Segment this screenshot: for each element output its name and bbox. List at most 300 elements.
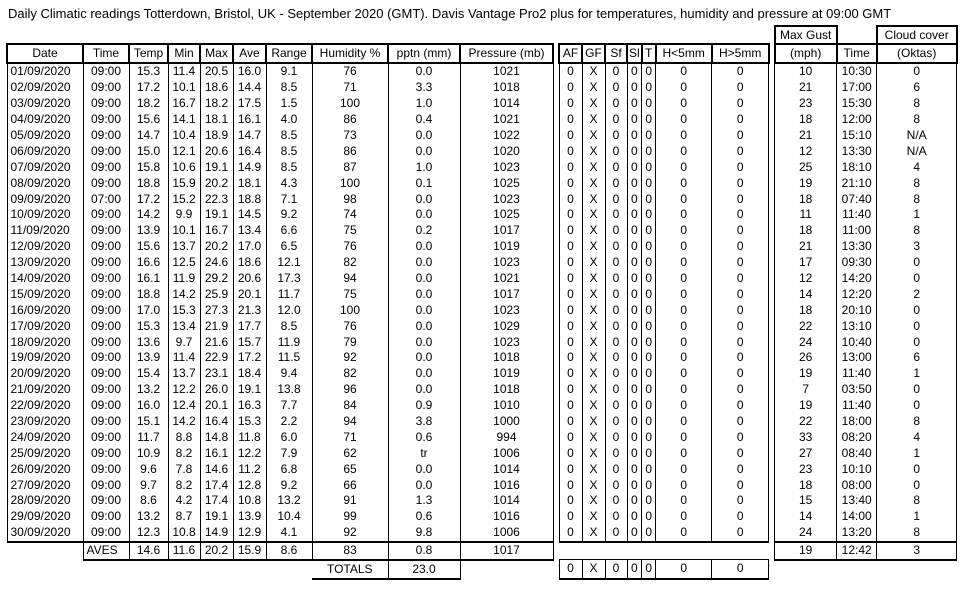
cell-time: 09:00	[83, 63, 129, 80]
cell-temp: 16.0	[129, 398, 168, 414]
cell-max: 22.9	[200, 350, 233, 366]
cell-cloud-oktas: 4	[877, 429, 957, 445]
cell-temp: 13.2	[129, 382, 168, 398]
table-row	[7, 429, 957, 445]
cell-t: 0	[642, 493, 656, 509]
cell-cloud-oktas: 0	[877, 255, 957, 271]
cell-sf: 0	[605, 175, 627, 191]
cell-gust-mph: 18	[775, 477, 837, 493]
cell-t: 0	[642, 429, 656, 445]
cell-h-lt5mm: 0	[656, 509, 712, 525]
cell-t: 0	[642, 461, 656, 477]
cell-max: 14.6	[200, 461, 233, 477]
aves-cloud: 3	[877, 542, 957, 560]
cell-time: 09:00	[83, 271, 129, 287]
cell-temp: 14.7	[129, 128, 168, 144]
cell-sl: 0	[627, 239, 642, 255]
cell-temp: 11.7	[129, 429, 168, 445]
cell-pptn: 0.4	[388, 112, 460, 128]
cell-pressure: 1018	[460, 382, 553, 398]
cell-range: 7.1	[266, 191, 312, 207]
cell-t: 0	[642, 350, 656, 366]
header-af: AF	[559, 44, 582, 63]
cell-ave: 14.5	[233, 207, 266, 223]
cell-af: 0	[559, 509, 582, 525]
cell-max: 18.2	[200, 96, 233, 112]
cell-sl: 0	[627, 128, 642, 144]
cell-gf: X	[582, 445, 605, 461]
cell-date: 17/09/2020	[7, 318, 83, 334]
cell-ave: 16.0	[233, 63, 266, 80]
totals-row	[7, 560, 957, 579]
cell-gust-mph: 17	[775, 255, 837, 271]
table-row	[7, 286, 957, 302]
cell-gf: X	[582, 63, 605, 80]
cloud-cover-group-header: Cloud cover	[877, 26, 957, 44]
cell-ave: 18.8	[233, 191, 266, 207]
cell-max: 18.1	[200, 112, 233, 128]
cell-gust-mph: 21	[775, 239, 837, 255]
cell-pptn: 0.0	[388, 477, 460, 493]
cell-gf: X	[582, 112, 605, 128]
cell-sf: 0	[605, 80, 627, 96]
cell-gf: X	[582, 334, 605, 350]
cell-max: 21.9	[200, 318, 233, 334]
cell-gf: X	[582, 461, 605, 477]
cell-sf: 0	[605, 493, 627, 509]
cell-time: 09:00	[83, 159, 129, 175]
table-row	[7, 350, 957, 366]
cell-pressure: 1016	[460, 477, 553, 493]
cell-h-gt5mm: 0	[712, 366, 769, 382]
cell-max: 22.3	[200, 191, 233, 207]
totals-label: TOTALS	[312, 560, 388, 579]
cell-humidity: 94	[312, 414, 388, 430]
cell-range: 6.0	[266, 429, 312, 445]
cell-humidity: 98	[312, 191, 388, 207]
cell-t: 0	[642, 318, 656, 334]
cell-gust-mph: 19	[775, 398, 837, 414]
cell-max: 20.5	[200, 63, 233, 80]
cell-h-lt5mm: 0	[656, 414, 712, 430]
header-h-gt5mm: H>5mm	[712, 44, 769, 63]
cell-pressure: 1029	[460, 318, 553, 334]
cell-min: 8.2	[168, 477, 200, 493]
cell-ave: 13.9	[233, 509, 266, 525]
cell-h-lt5mm: 0	[656, 80, 712, 96]
cell-min: 12.1	[168, 143, 200, 159]
cell-sf: 0	[605, 128, 627, 144]
cell-min: 11.9	[168, 271, 200, 287]
totals-af: 0	[559, 560, 582, 579]
cell-t: 0	[642, 128, 656, 144]
cell-af: 0	[559, 398, 582, 414]
cell-date: 06/09/2020	[7, 143, 83, 159]
cell-h-gt5mm: 0	[712, 112, 769, 128]
cell-min: 12.4	[168, 398, 200, 414]
cell-sf: 0	[605, 96, 627, 112]
cell-h-lt5mm: 0	[656, 96, 712, 112]
cell-temp: 15.0	[129, 143, 168, 159]
cell-range: 6.5	[266, 239, 312, 255]
cell-gf: X	[582, 96, 605, 112]
cell-temp: 18.8	[129, 286, 168, 302]
cell-sl: 0	[627, 271, 642, 287]
cell-temp: 15.3	[129, 318, 168, 334]
cell-cloud-oktas: 4	[877, 159, 957, 175]
cell-date: 24/09/2020	[7, 429, 83, 445]
cell-min: 12.2	[168, 382, 200, 398]
cell-pressure: 1014	[460, 461, 553, 477]
cell-gust-mph: 7	[775, 382, 837, 398]
totals-sl: 0	[627, 560, 642, 579]
cell-gust-mph: 12	[775, 143, 837, 159]
cell-pptn: 9.8	[388, 525, 460, 542]
cell-pptn: 3.8	[388, 414, 460, 430]
cell-gf: X	[582, 382, 605, 398]
cell-min: 8.7	[168, 509, 200, 525]
cell-h-gt5mm: 0	[712, 429, 769, 445]
cell-gust-time: 14:20	[837, 271, 877, 287]
cell-sf: 0	[605, 461, 627, 477]
cell-af: 0	[559, 143, 582, 159]
cell-ave: 19.1	[233, 382, 266, 398]
cell-gust-time: 21:10	[837, 175, 877, 191]
cell-range: 11.9	[266, 334, 312, 350]
cell-h-gt5mm: 0	[712, 302, 769, 318]
cell-humidity: 71	[312, 429, 388, 445]
cell-ave: 16.1	[233, 112, 266, 128]
cell-t: 0	[642, 255, 656, 271]
cell-max: 20.1	[200, 398, 233, 414]
cell-range: 7.9	[266, 445, 312, 461]
cell-min: 9.9	[168, 207, 200, 223]
cell-sf: 0	[605, 143, 627, 159]
cell-t: 0	[642, 63, 656, 80]
cell-min: 8.2	[168, 445, 200, 461]
cell-sf: 0	[605, 350, 627, 366]
header-temp: Temp	[129, 44, 168, 63]
cell-sl: 0	[627, 382, 642, 398]
table-row	[7, 382, 957, 398]
cell-sl: 0	[627, 318, 642, 334]
cell-af: 0	[559, 302, 582, 318]
cell-date: 10/09/2020	[7, 207, 83, 223]
cell-range: 12.0	[266, 302, 312, 318]
cell-h-lt5mm: 0	[656, 350, 712, 366]
column-header-row	[7, 44, 957, 63]
aves-min: 11.6	[168, 542, 200, 560]
cell-gust-mph: 23	[775, 96, 837, 112]
header-gust-time: Time	[837, 44, 877, 63]
cell-h-gt5mm: 0	[712, 286, 769, 302]
header-sl: Sl	[627, 44, 642, 63]
cell-range: 9.1	[266, 63, 312, 80]
cell-gf: X	[582, 239, 605, 255]
header-ave: Ave	[233, 44, 266, 63]
cell-temp: 18.2	[129, 96, 168, 112]
cell-pressure: 1018	[460, 350, 553, 366]
aves-max: 20.2	[200, 542, 233, 560]
table-row	[7, 525, 957, 542]
cell-pptn: 0.1	[388, 175, 460, 191]
cell-t: 0	[642, 382, 656, 398]
table-row	[7, 477, 957, 493]
cell-gf: X	[582, 509, 605, 525]
cell-ave: 12.2	[233, 445, 266, 461]
cell-max: 25.9	[200, 286, 233, 302]
cell-time: 09:00	[83, 96, 129, 112]
cell-sf: 0	[605, 63, 627, 80]
cell-pptn: 0.2	[388, 223, 460, 239]
totals-h-lt5mm: 0	[656, 560, 712, 579]
cell-cloud-oktas: N/A	[877, 128, 957, 144]
aves-label: AVES	[83, 542, 129, 560]
cell-gust-time: 10:40	[837, 334, 877, 350]
cell-temp: 17.0	[129, 302, 168, 318]
cell-h-gt5mm: 0	[712, 128, 769, 144]
cell-temp: 16.6	[129, 255, 168, 271]
cell-min: 13.4	[168, 318, 200, 334]
cell-sf: 0	[605, 159, 627, 175]
cell-cloud-oktas: 0	[877, 63, 957, 80]
cell-t: 0	[642, 398, 656, 414]
cell-t: 0	[642, 175, 656, 191]
cell-gust-time: 20:10	[837, 302, 877, 318]
cell-time: 09:00	[83, 493, 129, 509]
cell-t: 0	[642, 159, 656, 175]
cell-t: 0	[642, 143, 656, 159]
table-row	[7, 239, 957, 255]
cell-cloud-oktas: 8	[877, 414, 957, 430]
cell-max: 29.2	[200, 271, 233, 287]
cell-gust-mph: 23	[775, 461, 837, 477]
cell-gust-mph: 24	[775, 334, 837, 350]
cell-range: 9.2	[266, 207, 312, 223]
cell-min: 13.7	[168, 239, 200, 255]
cell-gust-time: 13:10	[837, 318, 877, 334]
cell-gust-time: 11:40	[837, 398, 877, 414]
cell-cloud-oktas: 3	[877, 239, 957, 255]
cell-gust-time: 13:30	[837, 143, 877, 159]
cell-gust-time: 09:30	[837, 255, 877, 271]
cell-pressure: 1021	[460, 63, 553, 80]
cell-sl: 0	[627, 223, 642, 239]
cell-humidity: 91	[312, 493, 388, 509]
cell-ave: 12.9	[233, 525, 266, 542]
cell-ave: 20.1	[233, 286, 266, 302]
cell-range: 13.8	[266, 382, 312, 398]
table-row	[7, 318, 957, 334]
cell-sl: 0	[627, 525, 642, 542]
cell-pptn: 0.0	[388, 143, 460, 159]
cell-gust-time: 08:00	[837, 477, 877, 493]
cell-gf: X	[582, 366, 605, 382]
cell-date: 14/09/2020	[7, 271, 83, 287]
cell-humidity: 82	[312, 366, 388, 382]
cell-range: 9.4	[266, 366, 312, 382]
cell-humidity: 87	[312, 159, 388, 175]
cell-time: 09:00	[83, 445, 129, 461]
cell-cloud-oktas: 8	[877, 96, 957, 112]
table-row	[7, 255, 957, 271]
aves-ave: 15.9	[233, 542, 266, 560]
cell-h-gt5mm: 0	[712, 461, 769, 477]
table-row	[7, 461, 957, 477]
cell-gust-mph: 27	[775, 445, 837, 461]
cell-date: 16/09/2020	[7, 302, 83, 318]
cell-humidity: 92	[312, 525, 388, 542]
cell-gf: X	[582, 271, 605, 287]
header-gf: GF	[582, 44, 605, 63]
cell-time: 09:00	[83, 525, 129, 542]
cell-date: 25/09/2020	[7, 445, 83, 461]
cell-h-lt5mm: 0	[656, 493, 712, 509]
cell-gf: X	[582, 414, 605, 430]
cell-h-lt5mm: 0	[656, 143, 712, 159]
cell-gf: X	[582, 302, 605, 318]
cell-pressure: 1023	[460, 334, 553, 350]
cell-cloud-oktas: 0	[877, 477, 957, 493]
cell-sl: 0	[627, 63, 642, 80]
cell-cloud-oktas: 8	[877, 493, 957, 509]
cell-time: 09:00	[83, 366, 129, 382]
cell-humidity: 62	[312, 445, 388, 461]
cell-t: 0	[642, 414, 656, 430]
header-humidity: Humidity %	[312, 44, 388, 63]
cell-humidity: 75	[312, 286, 388, 302]
cell-max: 14.9	[200, 525, 233, 542]
cell-temp: 10.9	[129, 445, 168, 461]
cell-temp: 9.7	[129, 477, 168, 493]
cell-date: 23/09/2020	[7, 414, 83, 430]
cell-sf: 0	[605, 271, 627, 287]
cell-h-gt5mm: 0	[712, 318, 769, 334]
cell-cloud-oktas: 8	[877, 175, 957, 191]
cell-pressure: 1016	[460, 509, 553, 525]
header-range: Range	[266, 44, 312, 63]
cell-sl: 0	[627, 493, 642, 509]
cell-af: 0	[559, 493, 582, 509]
cell-range: 8.5	[266, 143, 312, 159]
cell-sf: 0	[605, 286, 627, 302]
cell-pptn: 0.0	[388, 350, 460, 366]
cell-range: 4.1	[266, 525, 312, 542]
cell-sl: 0	[627, 80, 642, 96]
cell-gust-mph: 21	[775, 80, 837, 96]
table-row	[7, 143, 957, 159]
cell-cloud-oktas: 0	[877, 302, 957, 318]
cell-h-gt5mm: 0	[712, 223, 769, 239]
cell-min: 15.3	[168, 302, 200, 318]
cell-min: 11.4	[168, 350, 200, 366]
cell-cloud-oktas: 6	[877, 80, 957, 96]
header-t: T	[642, 44, 656, 63]
cell-temp: 13.9	[129, 223, 168, 239]
cell-humidity: 71	[312, 80, 388, 96]
cell-time: 09:00	[83, 143, 129, 159]
cell-time: 09:00	[83, 302, 129, 318]
cell-t: 0	[642, 286, 656, 302]
cell-sl: 0	[627, 414, 642, 430]
table-row	[7, 493, 957, 509]
cell-date: 05/09/2020	[7, 128, 83, 144]
cell-h-lt5mm: 0	[656, 525, 712, 542]
cell-humidity: 73	[312, 128, 388, 144]
cell-h-lt5mm: 0	[656, 461, 712, 477]
cell-ave: 18.6	[233, 255, 266, 271]
cell-humidity: 94	[312, 271, 388, 287]
cell-min: 7.8	[168, 461, 200, 477]
cell-af: 0	[559, 63, 582, 80]
cell-range: 8.5	[266, 128, 312, 144]
cell-sf: 0	[605, 191, 627, 207]
table-row	[7, 96, 957, 112]
cell-range: 13.2	[266, 493, 312, 509]
cell-range: 8.5	[266, 318, 312, 334]
cell-temp: 8.6	[129, 493, 168, 509]
cell-ave: 15.3	[233, 414, 266, 430]
cell-time: 09:00	[83, 318, 129, 334]
cell-time: 09:00	[83, 382, 129, 398]
cell-gust-time: 08:40	[837, 445, 877, 461]
cell-sl: 0	[627, 255, 642, 271]
cell-pressure: 1017	[460, 286, 553, 302]
climate-table	[6, 25, 958, 580]
cell-gf: X	[582, 159, 605, 175]
cell-date: 20/09/2020	[7, 366, 83, 382]
cell-sl: 0	[627, 445, 642, 461]
cell-gf: X	[582, 350, 605, 366]
cell-af: 0	[559, 207, 582, 223]
cell-h-gt5mm: 0	[712, 207, 769, 223]
cell-gust-mph: 18	[775, 112, 837, 128]
cell-max: 17.4	[200, 477, 233, 493]
cell-t: 0	[642, 239, 656, 255]
header-pptn: pptn (mm)	[388, 44, 460, 63]
cell-af: 0	[559, 334, 582, 350]
cell-af: 0	[559, 239, 582, 255]
aves-gust: 19	[775, 542, 837, 560]
cell-gust-mph: 19	[775, 366, 837, 382]
cell-t: 0	[642, 477, 656, 493]
cell-cloud-oktas: 2	[877, 286, 957, 302]
cell-humidity: 86	[312, 143, 388, 159]
cell-max: 19.1	[200, 509, 233, 525]
table-row	[7, 271, 957, 287]
cell-humidity: 96	[312, 382, 388, 398]
totals-h-gt5mm: 0	[712, 560, 769, 579]
cell-pptn: 0.0	[388, 63, 460, 80]
cell-af: 0	[559, 366, 582, 382]
cell-sf: 0	[605, 255, 627, 271]
aves-temp: 14.6	[129, 542, 168, 560]
cell-af: 0	[559, 271, 582, 287]
cell-temp: 15.6	[129, 239, 168, 255]
cell-h-gt5mm: 0	[712, 159, 769, 175]
aves-range: 8.6	[266, 542, 312, 560]
cell-h-gt5mm: 0	[712, 191, 769, 207]
cell-ave: 15.7	[233, 334, 266, 350]
cell-sl: 0	[627, 350, 642, 366]
cell-date: 18/09/2020	[7, 334, 83, 350]
cell-range: 12.1	[266, 255, 312, 271]
cell-humidity: 100	[312, 175, 388, 191]
cell-max: 24.6	[200, 255, 233, 271]
cell-max: 19.1	[200, 159, 233, 175]
cell-ave: 10.8	[233, 493, 266, 509]
cell-max: 16.7	[200, 223, 233, 239]
